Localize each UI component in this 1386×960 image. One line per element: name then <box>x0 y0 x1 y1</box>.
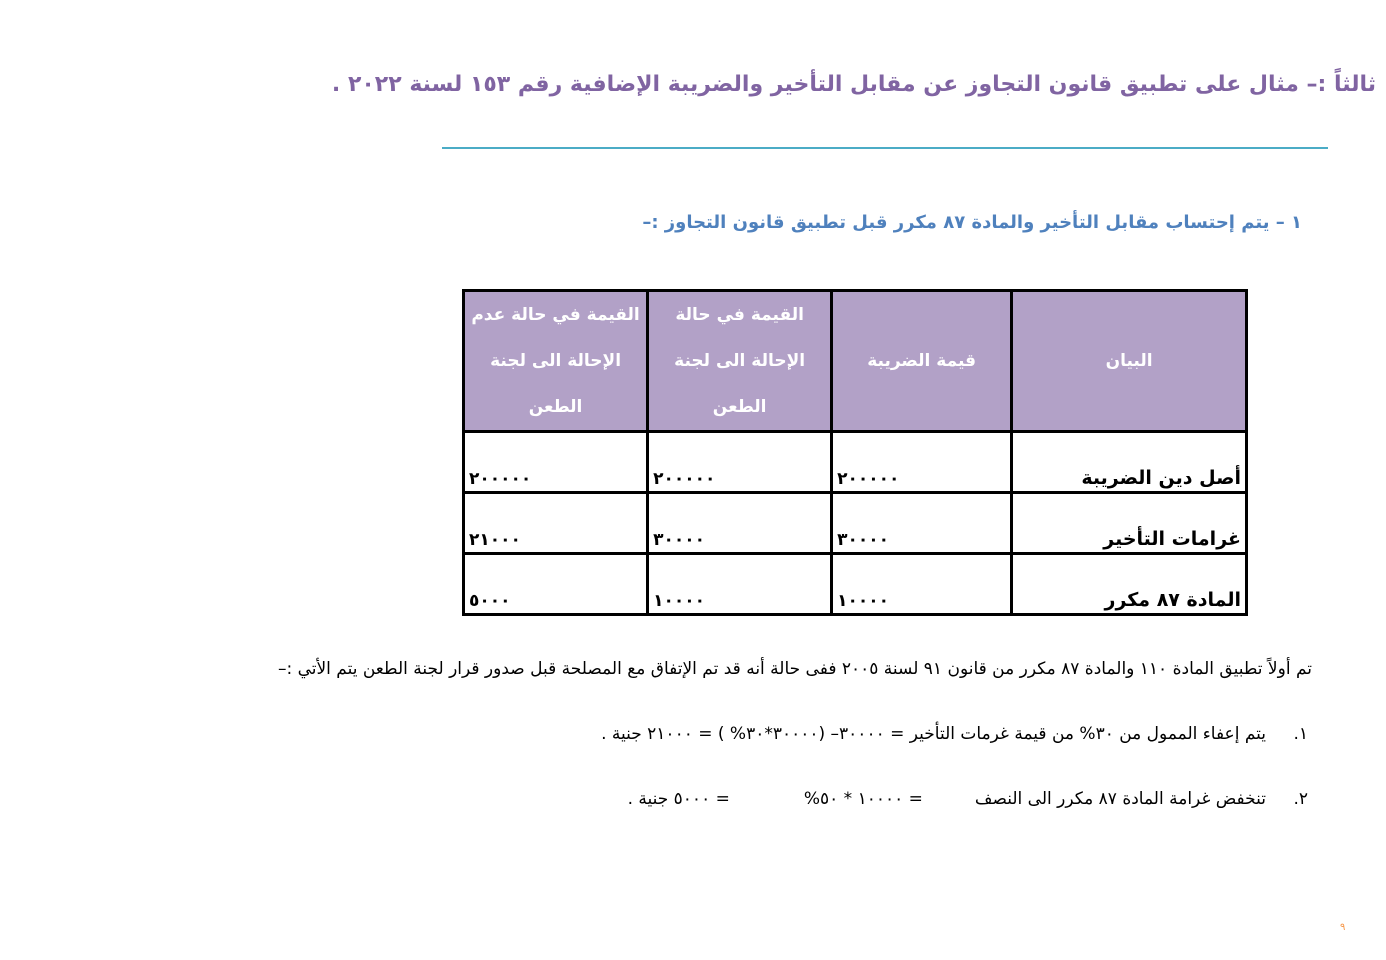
header-value-not-referred: القيمة في حالة عدم الإحالة الى لجنة الطعن <box>464 291 648 432</box>
table-row <box>464 554 1247 615</box>
cell-value-not-referred: ٥٠٠٠ <box>464 554 648 615</box>
row-label: المادة ٨٧ مكرر <box>1012 554 1247 615</box>
list-item <box>0 724 1308 744</box>
page-title: ثالثاً :– مثال على تطبيق قانون التجاوز عن مقابل التأخير والضريبة الإضافية رقم ١٥٣ لسنة ٢٠٢٢ . <box>331 72 1376 97</box>
row-label: أصل دين الضريبة <box>1012 432 1247 493</box>
cell-value-not-referred: ٢١٠٠٠ <box>464 493 648 554</box>
cell-value-referred: ٣٠٠٠٠ <box>648 493 832 554</box>
penalty-table <box>462 289 1248 616</box>
list-item-number: ٢. <box>1293 789 1308 809</box>
page-number: ٩ <box>1340 922 1346 933</box>
table-row <box>464 432 1247 493</box>
list-item-text: تنخفض غرامة المادة ٨٧ مكرر الى النصف <box>974 789 1266 809</box>
cell-value-referred: ١٠٠٠٠ <box>648 554 832 615</box>
section-heading: ١ – يتم إحتساب مقابل التأخير والمادة ٨٧ مكرر قبل تطبيق قانون التجاوز :– <box>642 212 1302 233</box>
header-tax-value: قيمة الضريبة <box>832 291 1012 432</box>
list-item-calculation: = ١٠٠٠٠ * ٥٠% <box>803 789 923 809</box>
list-item <box>0 789 1308 809</box>
list-item-number: ١. <box>1293 724 1308 744</box>
explanation-paragraph: تم أولاً تطبيق المادة ١١٠ والمادة ٨٧ مكرر من قانون ٩١ لسنة ٢٠٠٥ ففى حالة أنه قد تم الإتفاق مع المصلحة قبل صدور قرار لجنة الطعن يتم الأتي :– <box>277 659 1312 679</box>
row-label: غرامات التأخير <box>1012 493 1247 554</box>
table-row <box>464 493 1247 554</box>
cell-value-not-referred: ٢٠٠٠٠٠ <box>464 432 648 493</box>
cell-tax-value: ٢٠٠٠٠٠ <box>832 432 1012 493</box>
header-item: البيان <box>1012 291 1247 432</box>
cell-value-referred: ٢٠٠٠٠٠ <box>648 432 832 493</box>
cell-tax-value: ١٠٠٠٠ <box>832 554 1012 615</box>
header-value-referred: القيمة في حالة الإحالة الى لجنة الطعن <box>648 291 832 432</box>
list-item-text: يتم إعفاء الممول من ٣٠% من قيمة غرمات التأخير = ٣٠٠٠٠– (٣٠٠٠٠*٣٠% ) = ٢١٠٠٠ جنية . <box>601 724 1266 744</box>
cell-tax-value: ٣٠٠٠٠ <box>832 493 1012 554</box>
title-divider <box>442 147 1328 149</box>
list-item-result: = ٥٠٠٠ جنية . <box>627 789 730 809</box>
table-header-row <box>464 291 1247 432</box>
